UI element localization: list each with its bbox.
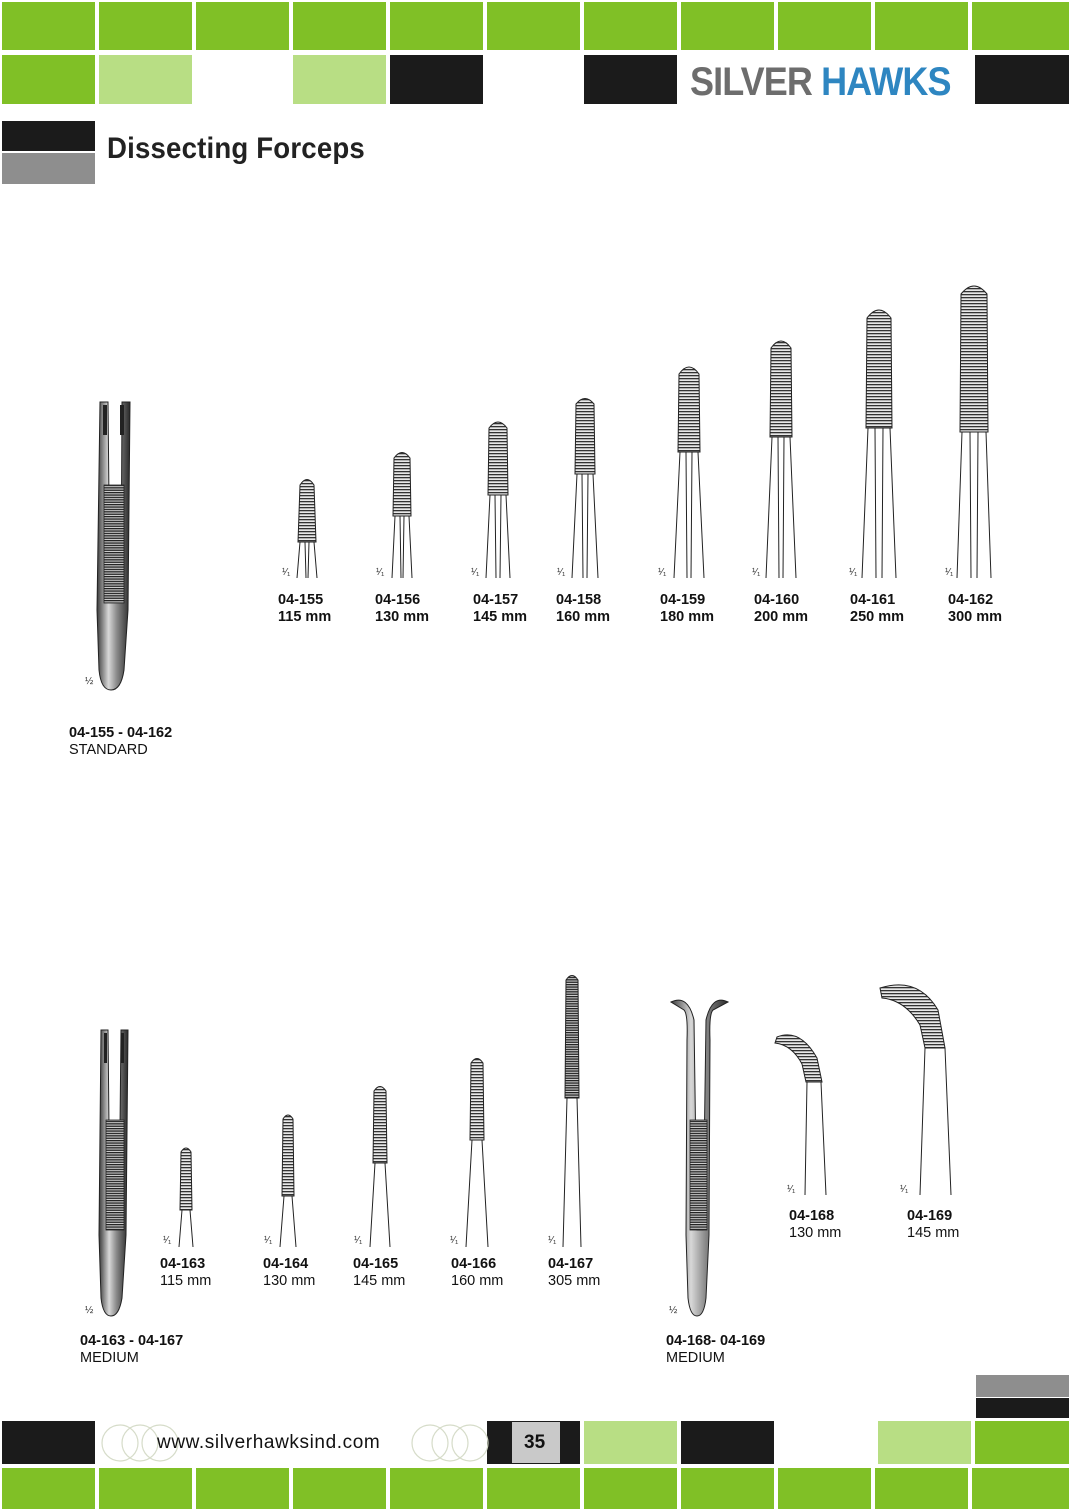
product-label: 04-160 200 mm [754, 592, 809, 625]
brand-logo: SILVER HAWKS [690, 60, 951, 104]
product-label: 04-169 145 mm [907, 1208, 960, 1241]
website-link[interactable]: www.silverhawksind.com [157, 1432, 381, 1453]
scale-marker: ¹⁄₁ [752, 567, 761, 578]
group-label-standard: 04-155 - 04-162 STANDARD [69, 725, 173, 758]
product-label: 04-162 300 mm [948, 592, 1003, 625]
group-label-medium-straight: 04-163 - 04-167 MEDIUM [80, 1333, 184, 1366]
scale-marker: ¹⁄₁ [376, 567, 385, 578]
product-label: 04-167 305 mm [548, 1256, 601, 1289]
scale-marker: ½ [85, 676, 94, 687]
product-label: 04-168 130 mm [789, 1208, 842, 1241]
scale-marker: ½ [669, 1305, 678, 1316]
product-label: 04-161 250 mm [850, 592, 905, 625]
product-label: 04-165 145 mm [353, 1256, 406, 1289]
scale-marker: ¹⁄₁ [849, 567, 858, 578]
scale-marker: ½ [85, 1305, 94, 1316]
scale-marker: ¹⁄₁ [354, 1235, 363, 1246]
product-label: 04-163 115 mm [160, 1256, 212, 1289]
scale-marker: ¹⁄₁ [471, 567, 480, 578]
scale-marker: ¹⁄₁ [945, 567, 954, 578]
group-label-medium-curved: 04-168- 04-169 MEDIUM [666, 1333, 766, 1366]
scale-marker: ¹⁄₁ [163, 1235, 172, 1246]
scale-marker: ¹⁄₁ [450, 1235, 459, 1246]
product-label: 04-157 145 mm [473, 592, 528, 625]
product-label: 04-159 180 mm [660, 592, 715, 625]
product-label: 04-164 130 mm [263, 1256, 316, 1289]
scale-marker: ¹⁄₁ [548, 1235, 557, 1246]
scale-marker: ¹⁄₁ [787, 1184, 796, 1195]
product-label: 04-158 160 mm [556, 592, 611, 625]
scale-marker: ¹⁄₁ [282, 567, 291, 578]
product-label: 04-166 160 mm [451, 1256, 504, 1289]
page-title: Dissecting Forceps [107, 132, 365, 165]
product-label: 04-155 115 mm [278, 592, 332, 625]
scale-marker: ¹⁄₁ [557, 567, 566, 578]
product-label: 04-156 130 mm [375, 592, 430, 625]
scale-marker: ¹⁄₁ [900, 1184, 909, 1195]
scale-marker: ¹⁄₁ [264, 1235, 273, 1246]
page-number: 35 [524, 1432, 546, 1453]
scale-marker: ¹⁄₁ [658, 567, 667, 578]
